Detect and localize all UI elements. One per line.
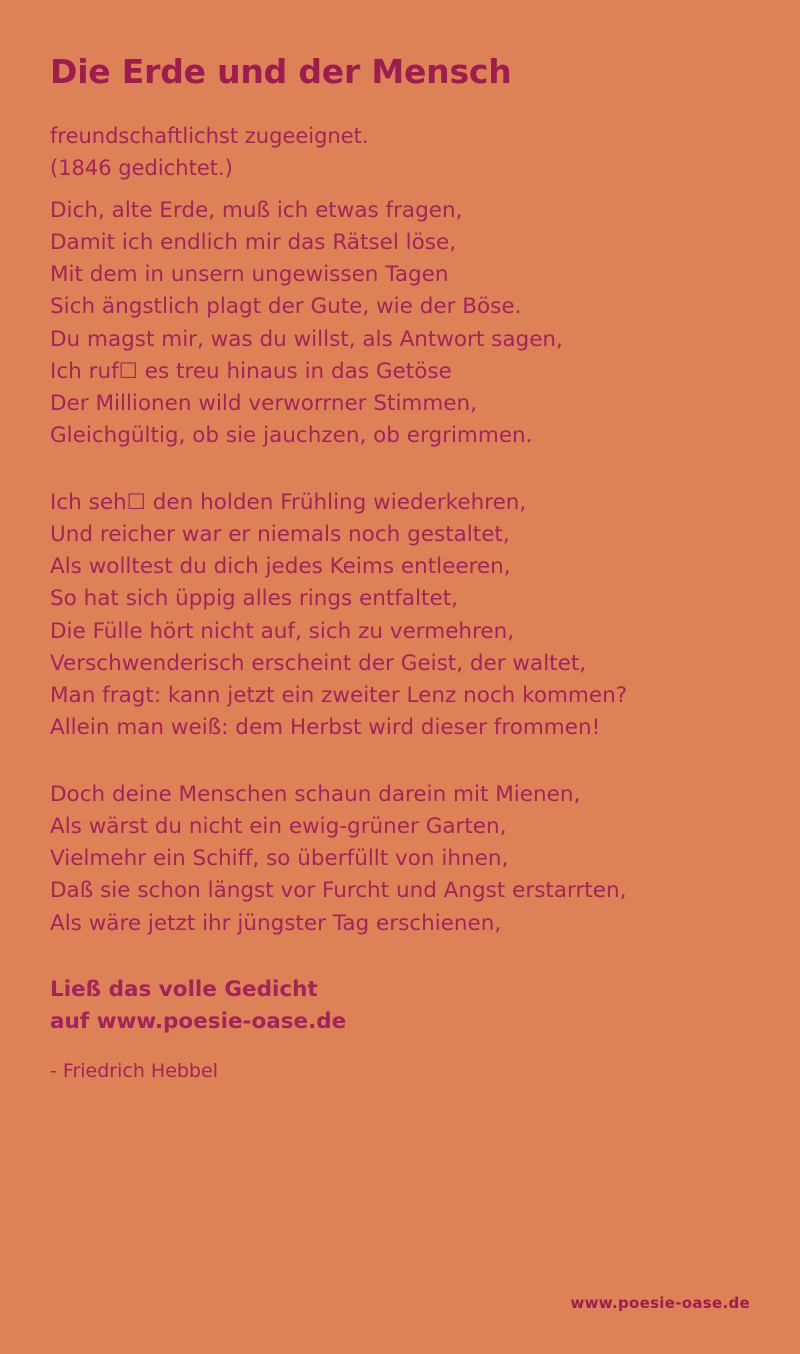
closing-line: Ließ das volle Gedicht — [50, 976, 318, 1002]
poem-line: Und reicher war er niemals noch gestaltet, — [50, 521, 510, 547]
poem-line: Ich seh☐ den holden Frühling wiederkehren, — [50, 489, 527, 515]
poem-line: Gleichgültig, ob sie jauchzen, ob ergrimmen. — [50, 423, 533, 449]
closing-link[interactable]: auf www.poesie-oase.de — [50, 1009, 347, 1035]
poem-line: Damit ich endlich mir das Rätsel löse, — [50, 229, 457, 255]
footer-site-url[interactable]: www.poesie-oase.de — [570, 1294, 750, 1312]
poem-line: Der Millionen wild verworrner Stimmen, — [50, 391, 477, 417]
poem-line: Sich ängstlich plagt der Gute, wie der Böse. — [50, 294, 522, 320]
poem-stanza — [50, 487, 750, 745]
poem-line: Doch deine Menschen schaun darein mit Mienen, — [50, 781, 581, 807]
poem-stanza — [50, 195, 750, 453]
poem-line: Mit dem in unsern ungewissen Tagen — [50, 262, 449, 288]
poem-line: Man fragt: kann jetzt ein zweiter Lenz noch kommen? — [50, 683, 628, 709]
poem-subtitle — [50, 120, 750, 185]
poem-closing-note — [50, 974, 750, 1039]
poem-line: So hat sich üppig alles rings entfaltet, — [50, 586, 458, 612]
poem-stanza — [50, 779, 750, 940]
poem-line: Verschwenderisch erscheint der Geist, der waltet, — [50, 650, 587, 676]
poem-date-note: (1846 gedichtet.) — [50, 156, 233, 181]
poem-line: Die Fülle hört nicht auf, sich zu vermehren, — [50, 618, 515, 644]
poem-line: Du magst mir, was du willst, als Antwort sagen, — [50, 326, 563, 352]
poem-dedication: freundschaftlichst zugeeignet. — [50, 123, 369, 148]
poem-line: Allein man weiß: dem Herbst wird dieser frommen! — [50, 715, 601, 741]
poem-line: Vielmehr ein Schiff, so überfüllt von ihnen, — [50, 846, 509, 872]
poem-author: - Friedrich Hebbel — [50, 1060, 218, 1083]
poem-line: Daß sie schon längst vor Furcht und Angst erstarrten, — [50, 878, 627, 904]
poem-line: Ich ruf☐ es treu hinaus in das Getöse — [50, 358, 452, 384]
poem-line: Als wäre jetzt ihr jüngster Tag erschienen, — [50, 910, 502, 936]
poem-line: Als wolltest du dich jedes Keims entleeren, — [50, 554, 511, 580]
poem-line: Als wärst du nicht ein ewig-grüner Garten, — [50, 813, 507, 839]
page-title: Die Erde und der Mensch — [50, 52, 512, 91]
poem-line: Dich, alte Erde, muß ich etwas fragen, — [50, 197, 463, 223]
